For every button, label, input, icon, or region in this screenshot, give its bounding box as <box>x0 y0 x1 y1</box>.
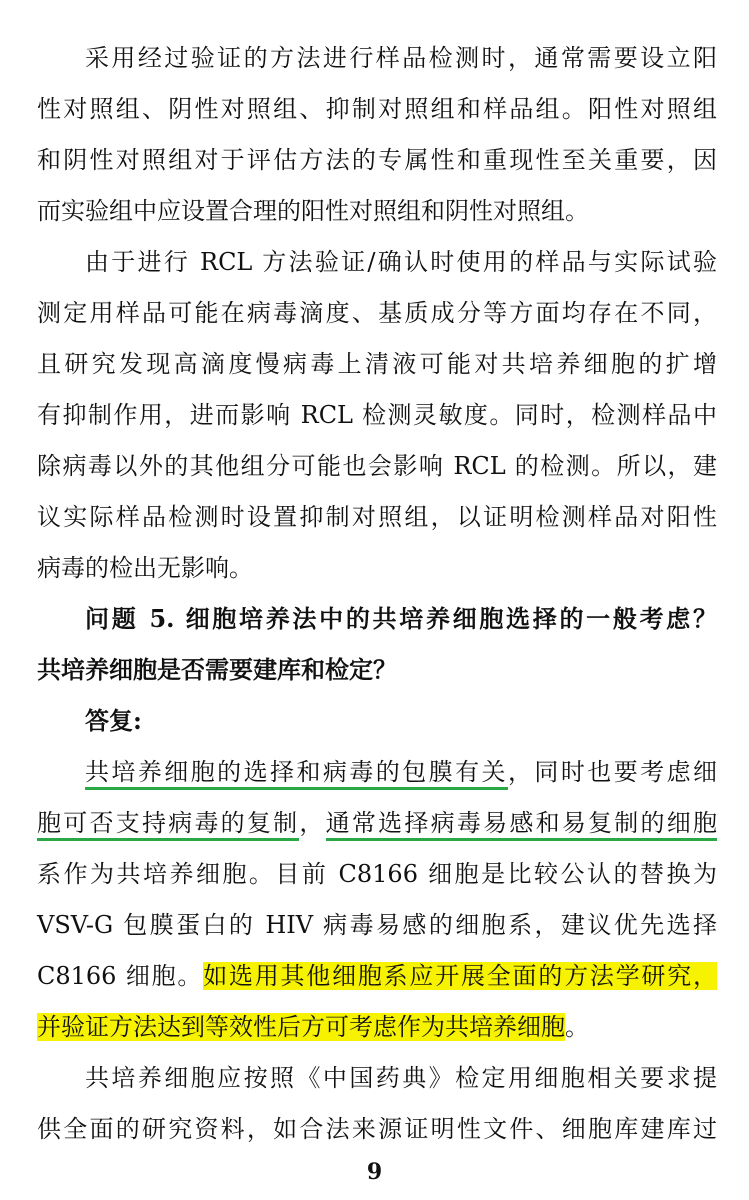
paragraph-1-line-3: 和阴性对照组对于评估方法的专属性和重现性至关重要，因 <box>37 146 717 174</box>
green-underlined-text: 共培养细胞的选择和病毒的包膜有关 <box>85 758 508 790</box>
answer-line-1-rest: ，同时也要考虑细 <box>507 758 718 786</box>
answer-line-5 <box>37 956 717 996</box>
paragraph-2-line-5: 除病毒以外的其他组分可能也会影响 RCL 的检测。所以，建 <box>37 452 717 480</box>
answer-line-6-end: 。 <box>565 1013 589 1041</box>
answer-line-3: 系作为共培养细胞。目前 C8166 细胞是比较公认的替换为 <box>37 860 717 888</box>
paragraph-1-line-2: 性对照组、阴性对照组、抑制对照组和样品组。阳性对照组 <box>37 95 717 123</box>
paragraph-2-line-1: 由于进行 RCL 方法验证/确认时使用的样品与实际试验 <box>85 248 717 276</box>
paragraph-1-line-4: 而实验组中应设置合理的阳性对照组和阴性对照组。 <box>37 197 589 225</box>
paragraph-2-line-4: 有抑制作用，进而影响 RCL 检测灵敏度。同时，检测样品中 <box>37 401 717 429</box>
answer-line-2-separator: ， <box>299 809 326 837</box>
green-underlined-text: 胞可否支持病毒的复制 <box>37 809 299 841</box>
paragraph-4-line-1: 共培养细胞应按照《中国药典》检定用细胞相关要求提 <box>85 1064 717 1092</box>
paragraph-2-line-2: 测定用样品可能在病毒滴度、基质成分等方面均存在不同， <box>37 299 717 327</box>
answer-line-1 <box>37 752 717 792</box>
answer-line-6 <box>37 1007 717 1047</box>
answer-label: 答复: <box>85 706 142 735</box>
page-number: 9 <box>366 1159 383 1185</box>
paragraph-4-line-2: 供全面的研究资料，如合法来源证明性文件、细胞库建库过 <box>37 1115 717 1143</box>
paragraph-2-line-6: 议实际样品检测时设置抑制对照组，以证明检测样品对阳性 <box>37 503 717 531</box>
yellow-highlighted-text: 如选用其他细胞系应开展全面的方法学研究， <box>203 962 717 990</box>
answer-line-4: VSV-G 包膜蛋白的 HIV 病毒易感的细胞系，建议优先选择 <box>37 911 717 939</box>
question-heading-line-2: 共培养细胞是否需要建库和检定？ <box>37 655 397 684</box>
paragraph-2-line-3: 且研究发现高滴度慢病毒上清液可能对共培养细胞的扩增 <box>37 350 717 378</box>
paragraph-2-line-7: 病毒的检出无影响。 <box>37 554 253 582</box>
paragraph-1-line-1: 采用经过验证的方法进行样品检测时，通常需要设立阳 <box>85 44 717 72</box>
yellow-highlighted-text: 并验证方法达到等效性后方可考虑作为共培养细胞 <box>37 1013 565 1041</box>
question-heading-line-1: 问题 5. 细胞培养法中的共培养细胞选择的一般考虑？ <box>85 604 717 633</box>
green-underlined-text: 通常选择病毒易感和易复制的细胞 <box>326 809 717 841</box>
answer-line-5-plain: C8166 细胞。 <box>37 962 204 990</box>
answer-line-2 <box>37 803 717 843</box>
